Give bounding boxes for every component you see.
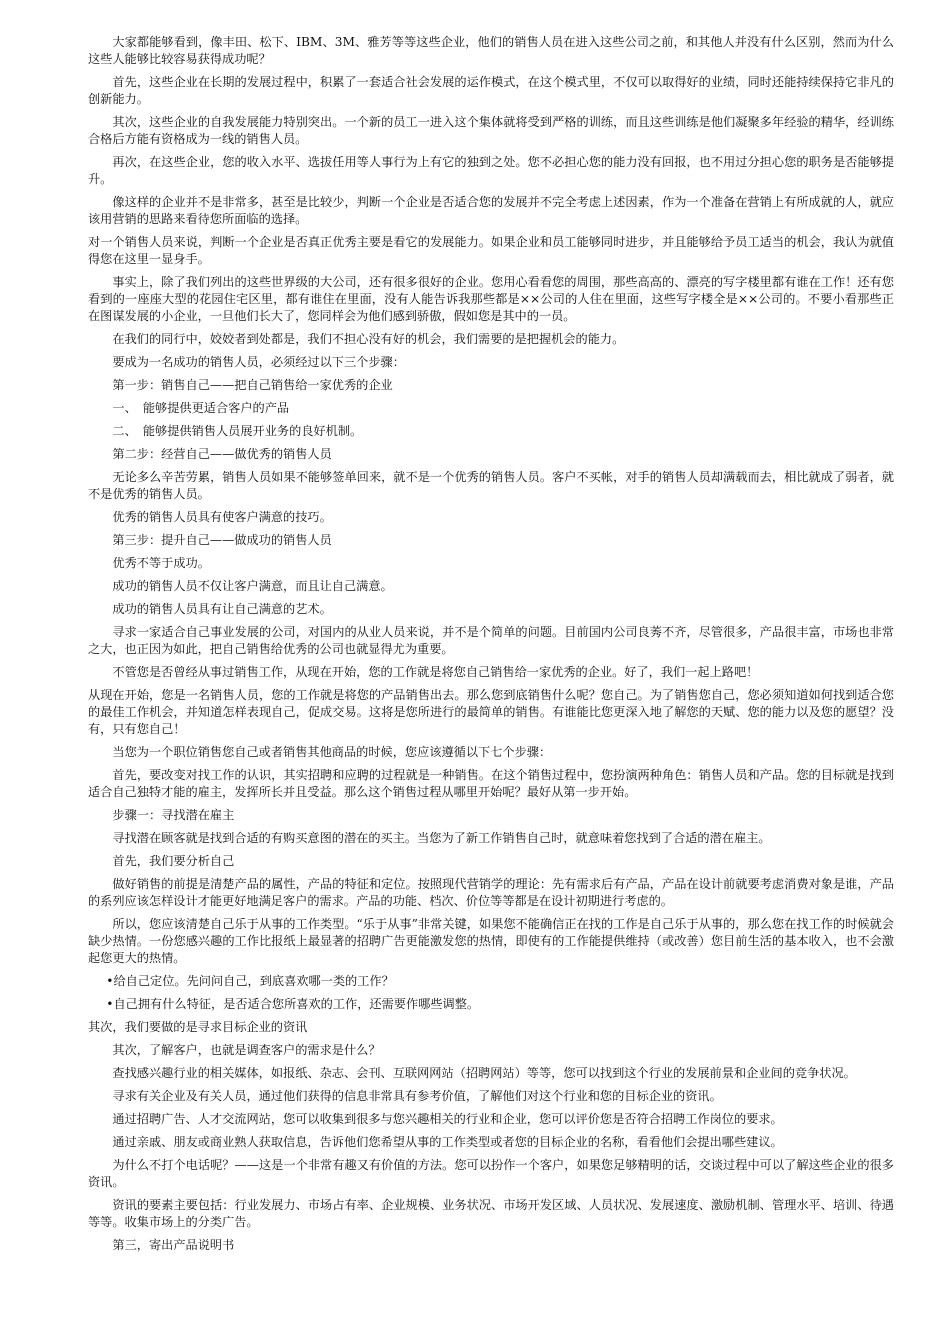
paragraph: 做好销售的前提是清楚产品的属性，产品的特征和定位。按照现代营销学的理论：先有需求后有产品，产品在设计前就要考虑消费对象是谁，产品的系列应该怎样设计才能更好地满足客户的需求。产品的功能、档次、价位等等都是在设计初期进行考虑的。 [88, 877, 894, 908]
document-body [88, 34, 894, 1254]
paragraph: 二、 能够提供销售人员展开业务的良好机制。 [112, 424, 363, 438]
paragraph: 当您为一个职位销售您自己或者销售其他商品的时候，您应该遵循以下七个步骤： [112, 745, 552, 759]
paragraph: 首先，要改变对找工作的认识，其实招聘和应聘的过程就是一种销售。在这个销售过程中，您扮演两种角色：销售人员和产品。您的目标就是找到适合自己独特才能的雇主，发挥所长并且受益。那么这个销售过程从哪里开始呢？最好从第一步开始。 [88, 768, 894, 799]
paragraph: 首先，这些企业在长期的发展过程中，积累了一套适合社会发展的运作模式，在这个模式里，不仅可以取得好的业绩，同时还能持续保持它非凡的创新能力。 [88, 75, 894, 106]
paragraph: 第三步：提升自己——做成功的销售人员 [112, 533, 332, 547]
paragraph: 成功的销售人员不仅让客户满意，而且让自己满意。 [112, 579, 393, 593]
paragraph: 通过招聘广告、人才交流网站，您可以收集到很多与您兴趣相关的行业和企业，您可以评价您是否符合招聘工作岗位的要求。 [112, 1112, 783, 1126]
paragraph: 优秀不等于成功。 [112, 556, 210, 570]
paragraph: 其次，了解客户，也就是调查客户的需求是什么？ [112, 1043, 381, 1057]
bullet-paragraph: •给自己定位。先问问自己，到底喜欢哪一类的工作？ [106, 974, 394, 988]
paragraph: 成功的销售人员具有让自己满意的艺术。 [112, 602, 332, 616]
paragraph: 第三，寄出产品说明书 [112, 1238, 235, 1252]
paragraph: 一、 能够提供更适合客户的产品 [112, 401, 290, 415]
paragraph: 像这样的企业并不是非常多，甚至是比较少，判断一个企业是否适合您的发展并不完全考虑上述因素，作为一个准备在营销上有所成就的人，就应该用营销的思路来看待您所面临的选择。 [88, 195, 894, 226]
paragraph: 步骤一：寻找潜在雇主 [112, 808, 235, 822]
bullet-paragraph: •自己拥有什么特征，是否适合您所喜欢的工作，还需要作哪些调整。 [106, 997, 480, 1011]
paragraph: 不管您是否曾经从事过销售工作，从现在开始，您的工作就是将您自己销售给一家优秀的企业。好了，我们一起上路吧！ [112, 665, 759, 679]
paragraph: 寻求有关企业及有关人员，通过他们获得的信息非常具有参考价值，了解他们对这个行业和您的目标企业的资讯。 [112, 1089, 722, 1103]
paragraph: 为什么不打个电话呢？——这是一个非常有趣又有价值的方法。您可以扮作一个客户，如果您足够精明的话，交谈过程中可以了解这些企业的很多资讯。 [88, 1158, 894, 1189]
paragraph: 寻求一家适合自己事业发展的公司，对国内的从业人员来说，并不是个简单的问题。目前国内公司良莠不齐，尽管很多，产品很丰富，市场也非常之大，也正因为如此，把自己销售给优秀的公司也就显得尤为重要。 [88, 625, 894, 656]
paragraph: 其次，这些企业的自我发展能力特别突出。一个新的员工一进入这个集体就将受到严格的训练，而且这些训练是他们凝聚多年经验的精华，经训练合格后方能有资格成为一线的销售人员。 [88, 115, 894, 146]
paragraph: 再次，在这些企业，您的收入水平、选拔任用等人事行为上有它的独到之处。您不必担心您的能力没有回报，也不用过分担心您的职务是否能够提升。 [88, 155, 894, 186]
paragraph: 优秀的销售人员具有使客户满意的技巧。 [112, 510, 332, 524]
paragraph: 通过亲戚、朋友或商业熟人获取信息，告诉他们您希望从事的工作类型或者您的目标企业的名称，看看他们会提出哪些建议。 [112, 1135, 783, 1149]
paragraph: 在我们的同行中，姣姣者到处都是，我们不担心没有好的机会，我们需要的是把握机会的能力。 [112, 332, 625, 346]
paragraph: 对一个销售人员来说，判断一个企业是否真正优秀主要是看它的发展能力。如果企业和员工能够同时进步，并且能够给予员工适当的机会，我认为就值得您在这里一显身手。 [88, 235, 894, 266]
paragraph: 首先，我们要分析自己 [112, 854, 235, 868]
paragraph: 第二步：经营自己——做优秀的销售人员 [112, 447, 332, 461]
paragraph: 无论多么辛苦劳累，销售人员如果不能够签单回来，就不是一个优秀的销售人员。客户不买帐，对手的销售人员却满载而去，相比就成了弱者，就不是优秀的销售人员。 [88, 470, 894, 501]
paragraph: 其次，我们要做的是寻求目标企业的资讯 [88, 1020, 308, 1034]
paragraph: 从现在开始，您是一名销售人员，您的工作就是将您的产品销售出去。那么您到底销售什么呢？您自己。为了销售您自己，您必须知道如何找到适合您的最佳工作机会，并知道怎样表现自己，促成交易。这将是您所进行的最简单的销售。有谁能比您更深入地了解您的天赋、您的能力以及您的愿望？没有，只有您自己！ [88, 688, 894, 736]
paragraph: 第一步：销售自己——把自己销售给一家优秀的企业 [112, 378, 393, 392]
paragraph: 要成为一名成功的销售人员，必须经过以下三个步骤： [112, 355, 405, 369]
paragraph: 资讯的要素主要包括：行业发展力、市场占有率、企业规模、业务状况、市场开发区域、人员状况、发展速度、激励机制、管理水平、培训、待遇等等。收集市场上的分类广告。 [88, 1198, 894, 1229]
paragraph: 事实上，除了我们列出的这些世界级的大公司，还有很多很好的企业。您用心看看您的周围，那些高高的、漂亮的写字楼里都有谁在工作！还有您看到的一座座大型的花园住宅区里，都有谁住在里面，没有人能告诉我那些都是××公司的人住在里面，这些写字楼全是××公司的。不要小看那些正在图谋发展的小企业，一旦他们长大了，您同样会为他们感到骄傲，假如您是其中的一员。 [88, 275, 894, 323]
paragraph: 大家都能够看到，像丰田、松下、IBM、3M、雅芳等等这些企业，他们的销售人员在进入这些公司之前，和其他人并没有什么区别，然而为什么这些人能够比较容易获得成功呢？ [88, 35, 894, 66]
paragraph: 查找感兴趣行业的相关媒体，如报纸、杂志、会刊、互联网网站（招聘网站）等等，您可以找到这个行业的发展前景和企业间的竞争状况。 [112, 1066, 856, 1080]
paragraph: 所以，您应该清楚自己乐于从事的工作类型。“乐于从事”非常关键，如果您不能确信正在找的工作是自己乐于从事的，那么您在找工作的时候就会缺少热情。一份您感兴趣的工作比报纸上最显著的招聘广告更能激发您的热情，即使有的工作能提供维持（或改善）您目前生活的基本收入，也不会激起您更大的热情。 [88, 917, 894, 965]
paragraph: 寻找潜在顾客就是找到合适的有购买意图的潜在的买主。当您为了新工作销售自己时，就意味着您找到了合适的潜在雇主。 [112, 831, 771, 845]
